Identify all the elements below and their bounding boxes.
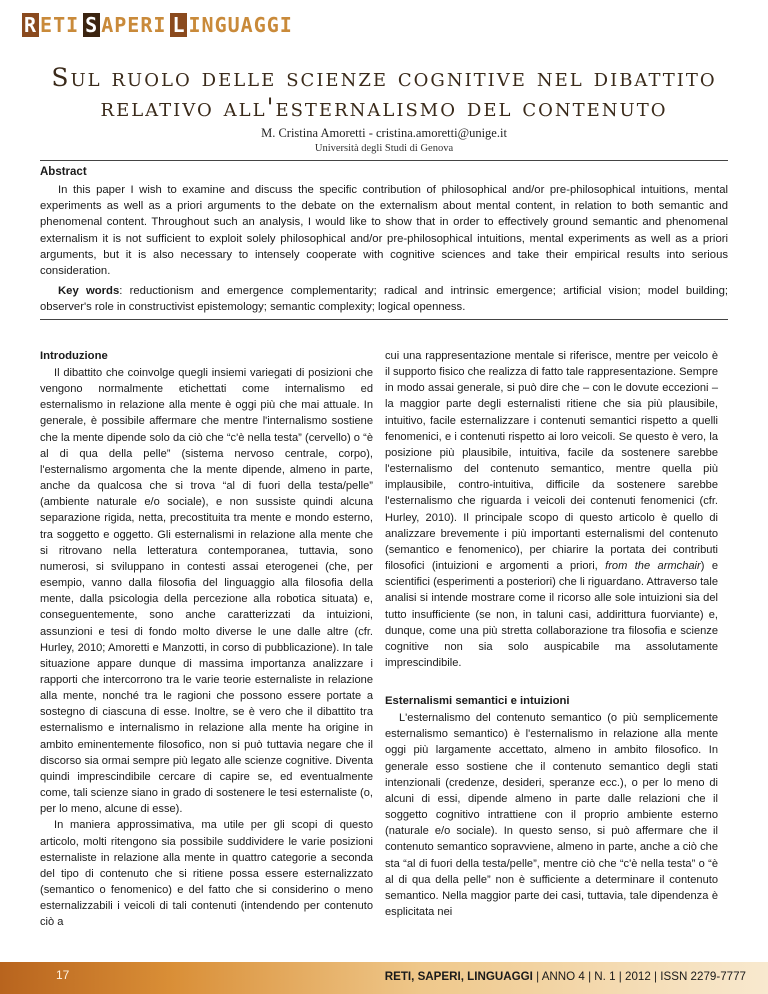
logo-text-inguaggi: INGUAGGI — [188, 13, 293, 37]
logo-letter-l: L — [172, 13, 186, 37]
paper-title: Sul ruolo delle scienze cognitive nel dibattito relativo all'esternalismo del contenuto — [51, 63, 717, 122]
keywords-label: Key words — [58, 285, 120, 297]
body-text: ) e scientifici (esperimenti a posteriori) che li riguardano. Attraverso tale analisi si intende mostrare come il ricorso alle sole intuizioni sia del tutto insufficiente (se non, in taluni casi, addirittura fuorviante) e, dunque, come una più stretta collaborazione tra filosofia e scienze cognitive non sia solo auspicabile ma assolutamente imprescindibile. — [385, 560, 718, 669]
journal-details: | ANNO 4 | N. 1 | 2012 | ISSN 2279-7777 — [532, 970, 746, 983]
logo-letter-s: S — [85, 13, 99, 37]
journal-name: RETI, SAPERI, LINGUAGGI — [384, 970, 533, 983]
page-number: 17 — [56, 968, 70, 982]
logo-text-aperi: APERI — [101, 13, 167, 37]
keywords-paragraph — [40, 283, 728, 315]
body-paragraph: L'esternalismo del contenuto semantico (o più semplicemente esternalismo semantico) è l'esternalismo in relazione alla mente oggi più largamente accettato, almeno in ambito filosofico. In generale esso sostiene che il contenuto semantico degli stati intenzionali (credenze, desideri, speranze ecc.), o per lo meno di alcuni di essi, dipende almeno in parte dalle relazioni che il soggetto cognitivo intrattiene con il proprio ambiente esterno (naturale e/o sociale). In questo senso, si può affermare che il contenuto semantico sopravviene, almeno in parte, anche a ciò che sta “al di fuori della testa/pelle”, mentre ciò che “c'è nella testa” o “è al di qua della pelle” non è sufficiente a determinare il contenuto semantico. Nella maggior parte dei casi, tuttavia, tale dipendenza è esplicitata nei — [385, 712, 718, 918]
section-heading-introduzione: Introduzione — [40, 350, 108, 362]
bottom-rule — [40, 319, 728, 320]
journal-logo — [22, 12, 297, 38]
top-rule — [40, 160, 728, 161]
left-column — [40, 348, 373, 930]
paper-authors: M. Cristina Amoretti - cristina.amoretti@unige.it — [261, 126, 507, 140]
right-column — [385, 348, 718, 920]
paper-affiliation: Università degli Studi di Genova — [314, 143, 454, 154]
abstract-heading: Abstract — [40, 166, 87, 178]
page-footer — [0, 962, 768, 994]
body-text: cui una rappresentazione mentale si riferisce, mentre per veicolo è il supporto fisico che realizza di fatto tale rappresentazione. Sempre in modo assai generale, si può dire che – con le dovute eccezioni – la maggior parte degli esternalisti ritiene che sia più plausibile, intuitivo, facile esternalizzare i contenuti semantici rispetto a quelli fenomenici, e i contenuti rispetto ai loro veicoli. Se questo è vero, la posizione più plausibile, intuitiva, facile da sostenere sarebbe l'esternalismo del contenuto semantico, mentre quella più implausibile, contro-intuitiva, difficile da sostenere sarebbe l'esternalismo che riguarda i veicoli dei contenuti fenomenici (cfr. Hurley, 2010). Il principale scopo di questo articolo è quello di analizzare brevemente i più importanti esternalismi del contenuto (semantico e fenomenico), per chiarire la portata dei contributi filosofici (intuizioni e argomenti a priori, — [385, 350, 718, 573]
keywords-text: : reductionism and emergence complementarity; radical and intrinsic emergence; artificial vision; model building; observer's role in constructivist epistemology; semantic complexity; logical openness. — [40, 285, 728, 314]
logo-letter-r: R — [24, 13, 38, 37]
body-paragraph: In maniera approssimativa, ma utile per gli scopi di questo articolo, molti ritengono sia possibile suddividere le varie posizioni esternaliste in relazione alla mente in quattro categorie a seconda del tipo di contenuto che si ritiene possa essere esternalizzato (semantico o fenomenico) e del fatto che si considerino o meno esternalizzabili i veicoli di tali contenuti (intendendo per contenuto ciò a — [40, 819, 373, 929]
body-paragraph — [385, 348, 718, 671]
journal-info — [385, 970, 746, 983]
body-italic-text: from the armchair — [605, 560, 701, 573]
abstract-text: In this paper I wish to examine and discuss the specific contribution of philosophical and/or pre-philosophical intuitions, mental experiments as well as a priori arguments to the debate on the externalism about mental content, in relation to both semantic and phenomenal content. Throughout such an analysis, I would like to show that in order to effectively ground semantic and phenomenal externalism it is not sufficient to exploit solely philosophical and/or pre-philosophical intuitions, mental experiments as well as a priori arguments, but it is also necessary to intensely cooperate with cognitive sciences and take their empirical results into serious consideration. — [40, 184, 728, 278]
section-gap — [385, 671, 718, 693]
logo-text-eti: ETI — [40, 13, 80, 37]
section-heading-esternalismi: Esternalismi semantici e intuizioni — [385, 695, 570, 708]
body-paragraph: Il dibattito che coinvolge quegli insiemi variegati di posizioni che vengono normalmente etichettati come internalismo ed esternalismo in relazione alla mente è oggi più che mai attuale. In generale, è possibile affermare che mentre l'internalismo sostiene che la mente dipende solo da ciò che “c'è nella testa” (cervello) o “è al di qua della pelle” (sistema nervoso centrale, corpo), l'esternalismo argomenta che la mente dipende, almeno in parte, anche da qualcosa che si trova “al di fuori della testa/pelle” (ambiente naturale e/o sociale), e non sussiste quindi alcuna separazione rigida, netta, precostituita tra mente e mondo esterno, tra soggetto e oggetto. Gli esternalismi in relazione alla mente che si ritrovano nella letteratura contemporanea, tuttavia, sono numerosi, si sviluppano in contesti assai eterogenei (che, per esempio, vanno dalla filosofia del linguaggio alla filosofia della mente, dalla psicologia della percezione alla robotica situata) e, conseguentemente, sono anche caratterizzati da intuizioni, assunzioni e tesi di fondo molto diverse le une dalle altre (cfr. Hurley, 2010; Amoretti e Manzotti, in corso di pubblicazione). In tale situazione appare dunque di massima importanza analizzare i rapporti che intercorrono tra le varie teorie esternaliste in relazione alla mente, nonché tra le ragioni che possono essere portate a sostegno di ciascuna di esse. Inoltre, se è vero che il dibattito tra esternalismo e internalismo in relazione alla mente ha origine in ambito eminentemente filosofico, non si può tuttavia negare che il discorso sia ormai sempre più legato alle scienze cognitive. Diventa quindi imprescindibile cercare di capire se, ed eventualmente come, tali scienze siano in grado di sostenere le tesi esternaliste (o, per lo meno, alcune di esse). — [40, 367, 373, 816]
